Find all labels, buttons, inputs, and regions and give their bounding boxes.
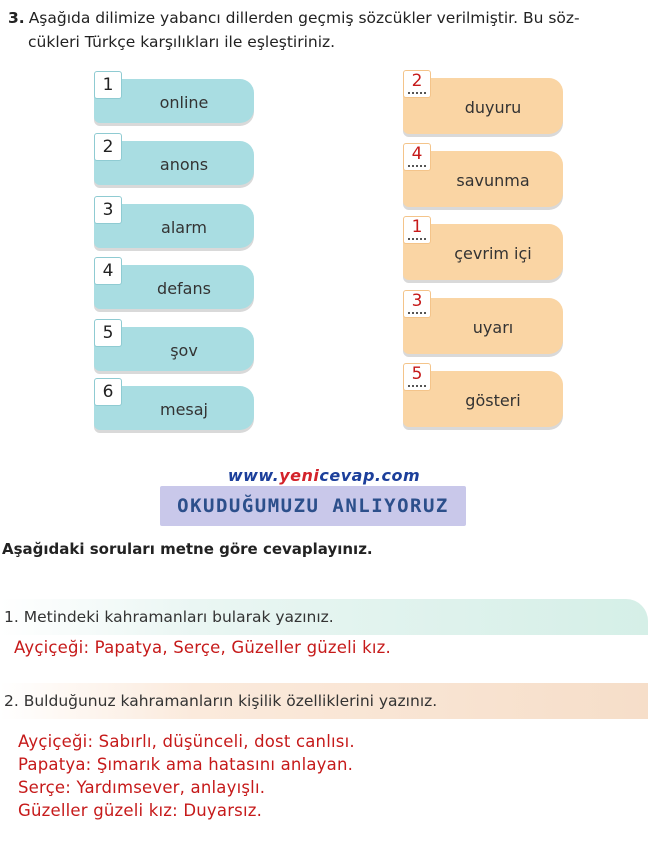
left-card-word: mesaj bbox=[159, 399, 208, 419]
left-card-5 bbox=[94, 323, 254, 371]
left-card-3 bbox=[94, 200, 254, 248]
answer-value: 2 bbox=[411, 71, 423, 91]
right-card-2 bbox=[403, 144, 563, 207]
right-card-5 bbox=[403, 364, 563, 427]
right-card-word: duyuru bbox=[464, 97, 522, 117]
left-card-word: defans bbox=[157, 278, 211, 298]
instruction-text: Aşağıdaki soruları metne göre cevaplayınız. bbox=[2, 540, 373, 558]
question-3-line-1: 3. Aşağıda dilimize yabancı dillerden geçmiş sözcükler verilmiştir. Bu söz- bbox=[8, 9, 580, 27]
answer-line: Papatya: Şımarık ama hatasını anlayan. bbox=[18, 755, 354, 774]
left-card-2 bbox=[94, 137, 254, 185]
answer-line: Serçe: Yardımsever, anlayışlı. bbox=[18, 778, 266, 797]
answer-line: Güzeller güzeli kız: Duyarsız. bbox=[18, 801, 263, 820]
answer-value: 5 bbox=[411, 364, 423, 384]
left-card-number: 4 bbox=[94, 257, 122, 285]
right-card-word: savunma bbox=[456, 170, 530, 190]
question-number: 3. bbox=[8, 9, 25, 27]
right-card-3 bbox=[403, 217, 563, 280]
right-card-4 bbox=[403, 291, 563, 354]
question-2-text: 2. Bulduğunuz kahramanların kişilik özelliklerini yazınız. bbox=[4, 692, 438, 710]
question-2-answers bbox=[18, 730, 355, 822]
answer-value: 3 bbox=[411, 291, 423, 311]
left-card-word: online bbox=[159, 92, 209, 112]
left-card-number: 1 bbox=[94, 71, 122, 99]
right-card-word: uyarı bbox=[472, 317, 514, 337]
right-card-word: çevrim içi bbox=[454, 243, 532, 263]
right-card-1 bbox=[403, 71, 563, 134]
left-card-4 bbox=[94, 261, 254, 309]
answer-line: Ayçiçeği: Sabırlı, düşünceli, dost canlısı. bbox=[18, 732, 355, 751]
left-card-number: 3 bbox=[94, 196, 122, 224]
left-card-number: 5 bbox=[94, 319, 122, 347]
question-3-line-2: cükleri Türkçe karşılıkları ile eşleştiriniz. bbox=[28, 33, 336, 51]
left-card-1 bbox=[94, 75, 254, 123]
section-banner bbox=[160, 486, 466, 526]
left-card-word: anons bbox=[159, 154, 209, 174]
left-card-6 bbox=[94, 382, 254, 430]
answer-value: 4 bbox=[411, 144, 423, 164]
question-2-bar bbox=[0, 683, 648, 719]
section-banner-title: OKUDUĞUMUZU ANLIYORUZ bbox=[177, 495, 449, 517]
left-card-number: 6 bbox=[94, 378, 122, 406]
left-card-number: 2 bbox=[94, 133, 122, 161]
question-1-answer: Ayçiçeği: Papatya, Serçe, Güzeller güzeli kız. bbox=[14, 638, 391, 657]
question-1-text: 1. Metindeki kahramanları bularak yazınız. bbox=[4, 608, 334, 626]
left-card-word: şov bbox=[170, 340, 198, 360]
left-card-word: alarm bbox=[161, 217, 207, 237]
right-card-word: gösteri bbox=[465, 390, 521, 410]
answer-value: 1 bbox=[411, 217, 423, 237]
question-3 bbox=[8, 6, 642, 54]
website-watermark: www.yenicevap.com bbox=[227, 466, 421, 485]
question-1-bar bbox=[0, 599, 648, 635]
